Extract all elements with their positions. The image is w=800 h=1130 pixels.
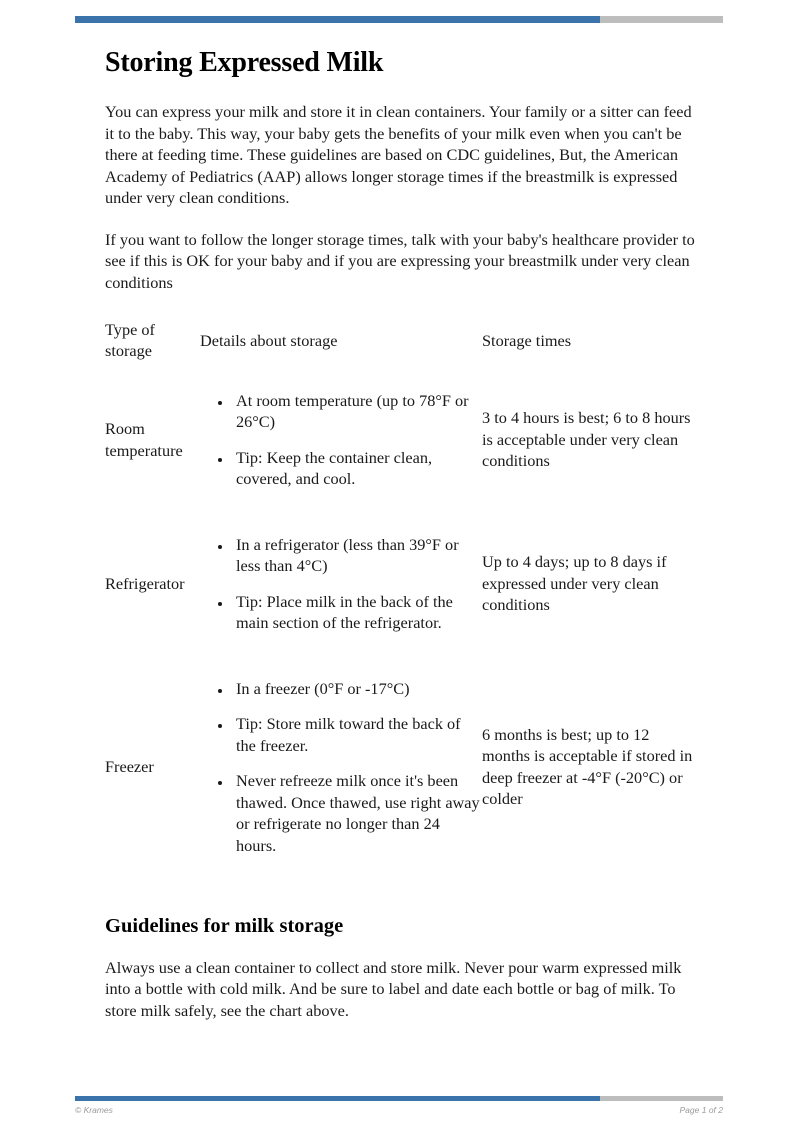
column-header-details: Details about storage	[200, 330, 338, 350]
storage-detail-list	[200, 390, 482, 490]
column-header-type-of-storage: Type of storage	[105, 320, 155, 361]
table-row	[105, 512, 695, 656]
document-content	[105, 47, 695, 1041]
cell-storage-details	[200, 368, 482, 512]
header-rule	[75, 16, 723, 23]
cell-storage-type: Room temperature	[105, 419, 183, 460]
header-rule-gray-segment	[600, 16, 723, 23]
column-header-storage-times: Storage times	[482, 330, 572, 350]
milk-storage-table	[105, 313, 695, 878]
guidelines-paragraph: Always use a clean container to collect and store milk. Never pour warm expressed milk into a bottle with cold milk. And be sure to label and date each bottle or bag of milk. To store milk safely, see the chart above.	[105, 957, 682, 1020]
intro-paragraph-2: If you want to follow the longer storage times, talk with your baby's healthcare provider to see if this is OK for your baby and if you are expressing your breastmilk under very clean conditions	[105, 229, 695, 292]
list-item: • In a refrigerator (less than 39°F or less than 4°C)	[232, 534, 482, 577]
header-rule-blue-segment	[75, 16, 600, 23]
table-row	[105, 368, 695, 512]
list-item: • Tip: Keep the container clean, covered, and cool.	[232, 447, 482, 490]
cell-storage-details	[200, 512, 482, 656]
page-title: Storing Expressed Milk	[105, 47, 384, 78]
table-header-row	[105, 313, 695, 367]
table-header	[105, 313, 695, 367]
cell-storage-type: Refrigerator	[105, 573, 185, 593]
storage-detail-list	[200, 678, 482, 857]
page-footer	[75, 1101, 723, 1119]
intro-paragraph-1: You can express your milk and store it in clean containers. Your family or a sitter can feed it to the baby. This way, your baby gets the benefits of your milk even when you can't be there at feeding time. These guidelines are based on CDC guidelines, But, the American Academy of Pediatrics (AAP) allows longer storage times if the breastmilk is expressed under very clean conditions.	[105, 102, 692, 208]
cell-storage-type: Freezer	[105, 757, 154, 777]
list-item: • Tip: Place milk in the back of the main section of the refrigerator.	[232, 591, 482, 634]
list-item: • At room temperature (up to 78°F or 26°C)	[232, 390, 482, 433]
table-row	[105, 656, 695, 879]
copyright-notice: © Krames	[75, 1105, 113, 1115]
section-heading-guidelines: Guidelines for milk storage	[105, 915, 344, 938]
list-item: • In a freezer (0°F or -17°C)	[232, 678, 482, 700]
table-body	[105, 368, 695, 879]
list-item: • Tip: Store milk toward the back of the freezer.	[232, 713, 482, 756]
storage-detail-list	[200, 534, 482, 634]
cell-storage-times: 3 to 4 hours is best; 6 to 8 hours is acceptable under very clean conditions	[482, 408, 691, 471]
cell-storage-times: 6 months is best; up to 12 months is acceptable if stored in deep freezer at -4°F (-20°C) or colder	[482, 724, 693, 809]
cell-storage-details	[200, 656, 482, 879]
list-item: • Never refreeze milk once it's been thawed. Once thawed, use right away or refrigerate no longer than 24 hours.	[232, 770, 482, 856]
page-number: Page 1 of 2	[679, 1105, 723, 1115]
cell-storage-times: Up to 4 days; up to 8 days if expressed under very clean conditions	[482, 552, 667, 615]
